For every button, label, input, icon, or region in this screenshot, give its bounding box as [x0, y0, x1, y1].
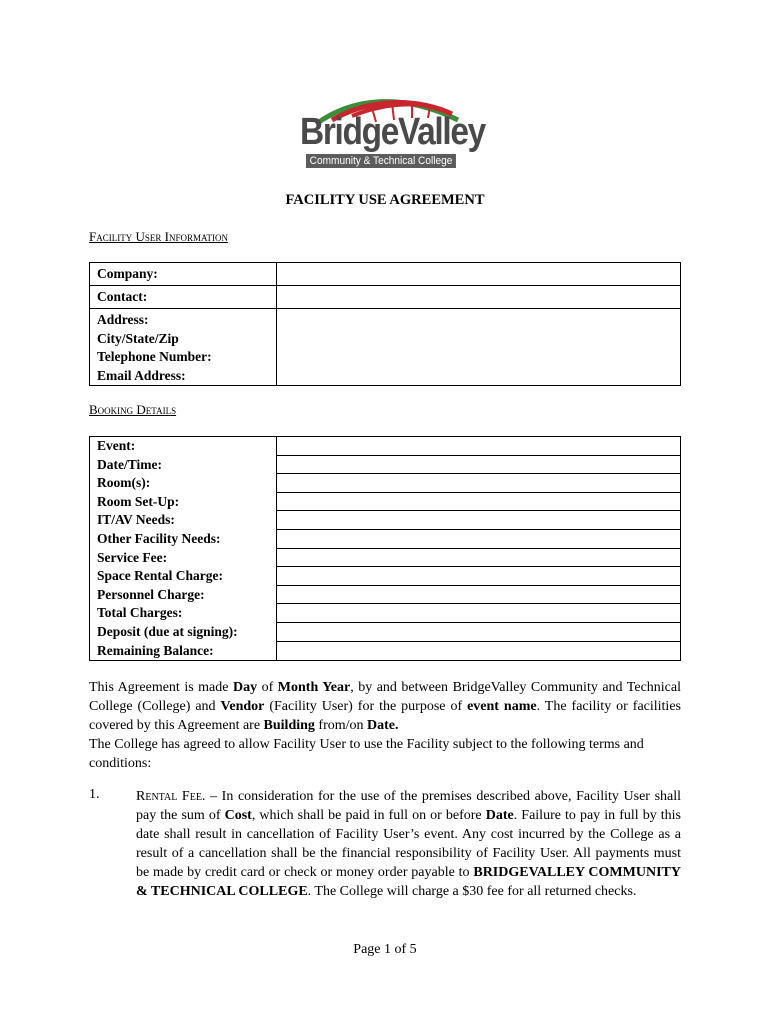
deposit-field[interactable]: [277, 623, 680, 642]
service-fee-field[interactable]: [277, 549, 680, 568]
date-time-field[interactable]: [277, 456, 680, 475]
event-name-placeholder: event name: [467, 699, 537, 714]
label-cell: [90, 437, 277, 661]
label-cell: [90, 286, 277, 309]
field-label: Space Rental Charge:: [97, 568, 223, 584]
rooms-field[interactable]: [277, 474, 680, 493]
total-charges-field[interactable]: [277, 604, 680, 623]
facility-user-info-table: [89, 262, 681, 386]
field-label: Room Set-Up:: [97, 493, 180, 509]
contact-field[interactable]: [277, 286, 681, 309]
it-av-needs-field[interactable]: [277, 511, 680, 530]
due-date-placeholder: Date: [485, 808, 514, 823]
field-label: Remaining Balance:: [97, 642, 214, 658]
text-run: – In consideration for the use of the premises described above, Facility User shall pay the sum of: [136, 789, 682, 823]
field-label: Total Charges:: [97, 605, 183, 621]
booking-details-heading: Booking Details: [89, 402, 177, 417]
personnel-charge-field[interactable]: [277, 586, 680, 605]
rental-fee-clause: [136, 787, 681, 901]
text-run: , by and between BridgeValley Community and Technical College (College) and: [89, 680, 682, 714]
facility-user-info-heading: Facility User Information: [89, 229, 228, 244]
field-label: Other Facility Needs:: [97, 530, 221, 546]
clause-title: Rental Fee.: [136, 789, 206, 804]
text-run: of: [257, 680, 278, 695]
space-rental-charge-field[interactable]: [277, 567, 680, 586]
field-label: Personnel Charge:: [97, 586, 205, 602]
field-label: Deposit (due at signing):: [97, 623, 238, 639]
text-run: . Failure to pay in full by this date shall result in cancellation of Facility User’s event. Any cost incurred by the College as a result of a cancellation shall be the financial responsibility of Facility User. All payments must be made by credit card or check or money order payable to: [136, 808, 681, 880]
room-setup-field[interactable]: [277, 493, 680, 512]
agreement-paragraph: [89, 678, 681, 735]
company-field[interactable]: [277, 263, 681, 286]
field-label: City/State/Zip: [97, 330, 179, 346]
label-cell: [90, 309, 277, 386]
table-row: [90, 263, 681, 286]
booking-details-table: [89, 436, 681, 661]
field-label: Contact:: [97, 289, 148, 304]
address-field[interactable]: [277, 309, 681, 386]
text-run: (Facility User) for the purpose of: [264, 699, 468, 714]
field-label: Telephone Number:: [97, 349, 212, 365]
field-label: Date/Time:: [97, 456, 162, 472]
payee-name: BRIDGEVALLEY COMMUNITY & TECHNICAL COLLEGE: [136, 865, 681, 899]
day-placeholder: Day: [232, 680, 258, 695]
vendor-placeholder: Vendor: [220, 699, 265, 714]
text-run: This Agreement is made: [89, 680, 233, 695]
booking-values-column: [277, 437, 681, 661]
field-label: Service Fee:: [97, 549, 168, 565]
other-facility-needs-field[interactable]: [277, 530, 680, 549]
month-year-placeholder: Month Year: [277, 680, 351, 695]
page-number: Page 1 of 5: [353, 942, 417, 957]
field-label: Room(s):: [97, 475, 151, 491]
table-row: [90, 309, 681, 386]
field-label: Email Address:: [97, 367, 186, 383]
remaining-balance-field[interactable]: [277, 642, 680, 661]
table-row: [90, 286, 681, 309]
table-row: [90, 437, 681, 661]
building-placeholder: Building: [263, 718, 315, 733]
text-run: , which shall be paid in full on or before: [251, 808, 486, 823]
field-label: Address:: [97, 312, 149, 327]
field-label: IT/AV Needs:: [97, 512, 175, 528]
logo-wordmark: BridgeValley: [300, 111, 485, 153]
college-logo: [300, 90, 485, 174]
terms-intro: The College has agreed to allow Facility User to use the Facility subject to the following terms and conditions:: [89, 737, 644, 771]
logo-subtitle: Community & Technical College: [306, 154, 456, 168]
text-run: from/on: [314, 718, 368, 733]
item-number: 1.: [89, 787, 100, 802]
field-label: Company:: [97, 266, 158, 281]
cost-placeholder: Cost: [224, 808, 252, 823]
text-run: . The College will charge a $30 fee for all returned checks.: [307, 884, 637, 899]
event-field[interactable]: [277, 437, 680, 456]
date-placeholder: Date.: [367, 718, 399, 733]
label-cell: [90, 263, 277, 286]
field-label: Event:: [97, 438, 136, 453]
text-run: . The facility or facilities covered by this Agreement are: [89, 699, 681, 733]
document-title: FACILITY USE AGREEMENT: [285, 192, 485, 208]
